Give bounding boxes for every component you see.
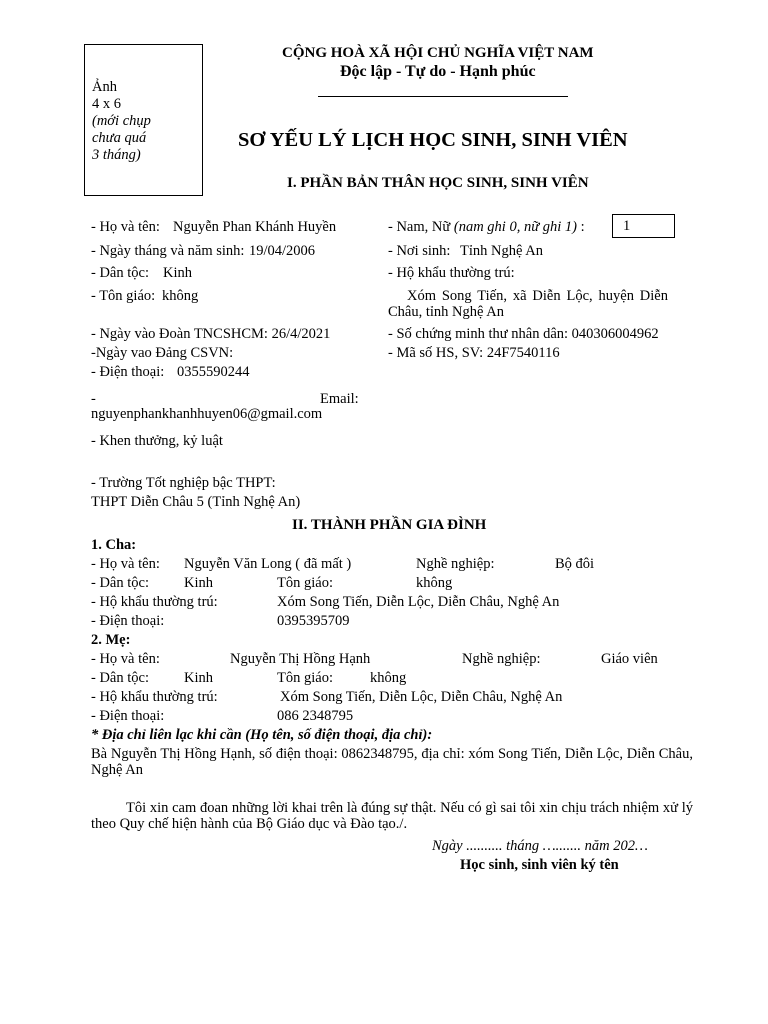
father-ethnic: Kinh [184,575,213,591]
father-residence-label: - Hộ khẩu thường trú: [91,594,218,610]
father-residence: Xóm Song Tiến, Diễn Lộc, Diễn Châu, Nghệ An [277,594,560,610]
gender-field [388,219,585,236]
gender-colon: : [576,219,585,235]
phone-value: 0355590244 [177,364,250,380]
mother-residence: Xóm Song Tiến, Diễn Lộc, Diễn Châu, Nghệ An [280,689,563,705]
mother-heading: 2. Mẹ: [91,632,131,648]
photo-note-2: chưa quá [92,130,147,146]
father-name-label: - Họ và tên: [91,556,160,572]
photo-size: 4 x 6 [92,96,121,112]
religion-value: không [162,288,199,304]
birthplace-value: Tỉnh Nghệ An [460,243,543,259]
header-divider [318,96,568,97]
father-phone-label: - Điện thoại: [91,613,165,629]
father-job-label: Nghề nghiệp: [416,556,495,572]
photo-note-3: 3 tháng) [92,147,141,163]
ethnic-value: Kinh [163,265,192,281]
ethnic-label: - Dân tộc: [91,265,149,281]
commitment-text: Tôi xin cam đoan những lời khai trên là đúng sự thật. Nếu có gì sai tôi xin chịu trách nhiệm xử lý theo Quy chế hiện hành của Bộ Giáo dục và Đào tạo./. [91,800,693,832]
religion-label: - Tôn giáo: [91,288,156,304]
union-date: - Ngày vào Đoàn TNCSHCM: 26/4/2021 [91,326,331,342]
name-value: Nguyễn Phan Khánh Huyền [173,219,337,235]
mother-job: Giáo viên [601,651,658,667]
signature-label: Học sinh, sinh viên ký tên [460,857,619,873]
party-date: -Ngày vao Đảng CSVN: [91,345,234,361]
father-job: Bộ đôi [555,556,595,572]
mother-ethnic-label: - Dân tộc: [91,670,149,686]
residence-label: - Hộ khẩu thường trú: [388,265,515,281]
awards-label: - Khen thưởng, kỷ luật [91,433,223,449]
residence-value: Xóm Song Tiến, xã Diễn Lộc, huyện Diễn Châu, tỉnh Nghệ An [388,288,668,320]
mother-name-label: - Họ và tên: [91,651,160,667]
contact-label: * Địa chỉ liên lạc khi cần (Họ tên, số điện thoại, địa chỉ): [91,727,433,743]
school-label: - Trường Tốt nghiệp bậc THPT: [91,475,276,491]
dob-value: 19/04/2006 [249,243,316,259]
mother-religion-label: Tôn giáo: [277,670,333,686]
photo-label: Ảnh [92,79,117,95]
name-label: - Họ và tên: [91,219,160,235]
father-phone: 0395395709 [277,613,350,629]
motto: Độc lập - Tự do - Hạnh phúc [340,63,536,80]
email-value: nguyenphankhanhhuyen06@gmail.com [91,406,323,422]
id-number: - Số chứng minh thư nhân dân: 040306004962 [388,326,659,342]
nation-header: CỘNG HOÀ XÃ HỘI CHỦ NGHĨA VIỆT NAM [282,45,594,61]
contact-value: Bà Nguyễn Thị Hồng Hạnh, số điện thoại: 0862348795, địa chỉ: xóm Song Tiến, Diễn Lộc, Diễn Châu, Nghệ An [91,746,693,778]
photo-note-1: (mới chụp [92,113,151,129]
birthplace-label: - Nơi sinh: [388,243,451,259]
section-2-heading: II. THÀNH PHẦN GIA ĐÌNH [292,517,487,533]
student-id: - Mã số HS, SV: 24F7540116 [388,345,560,361]
phone-label: - Điện thoại: [91,364,165,380]
mother-religion: không [370,670,407,686]
father-heading: 1. Cha: [91,537,137,553]
section-1-heading: I. PHẦN BẢN THÂN HỌC SINH, SINH VIÊN [287,175,589,191]
mother-phone-label: - Điện thoại: [91,708,165,724]
gender-value-box: 1 [612,214,675,238]
mother-name: Nguyễn Thị Hồng Hạnh [230,651,371,667]
father-ethnic-label: - Dân tộc: [91,575,149,591]
page-title: SƠ YẾU LÝ LỊCH HỌC SINH, SINH VIÊN [238,129,628,151]
father-religion-label: Tôn giáo: [277,575,333,591]
dob-label: - Ngày tháng và năm sinh: [91,243,245,259]
mother-job-label: Nghề nghiệp: [462,651,541,667]
photo-caption [92,79,151,164]
father-name: Nguyễn Văn Long ( đã mất ) [184,556,352,572]
date-line: Ngày .......... tháng …....... năm 202… [432,838,648,854]
mother-phone: 086 2348795 [277,708,354,724]
gender-hint: (nam ghi 0, nữ ghi 1) [453,219,577,235]
email-dash: - [91,391,96,407]
email-label: Email: [320,391,359,407]
photo-placeholder-box [84,44,203,196]
mother-residence-label: - Hộ khẩu thường trú: [91,689,218,705]
mother-ethnic: Kinh [184,670,213,686]
father-religion: không [416,575,453,591]
school-value: THPT Diễn Châu 5 (Tỉnh Nghệ An) [91,494,301,510]
gender-label: - Nam, Nữ [388,219,454,235]
